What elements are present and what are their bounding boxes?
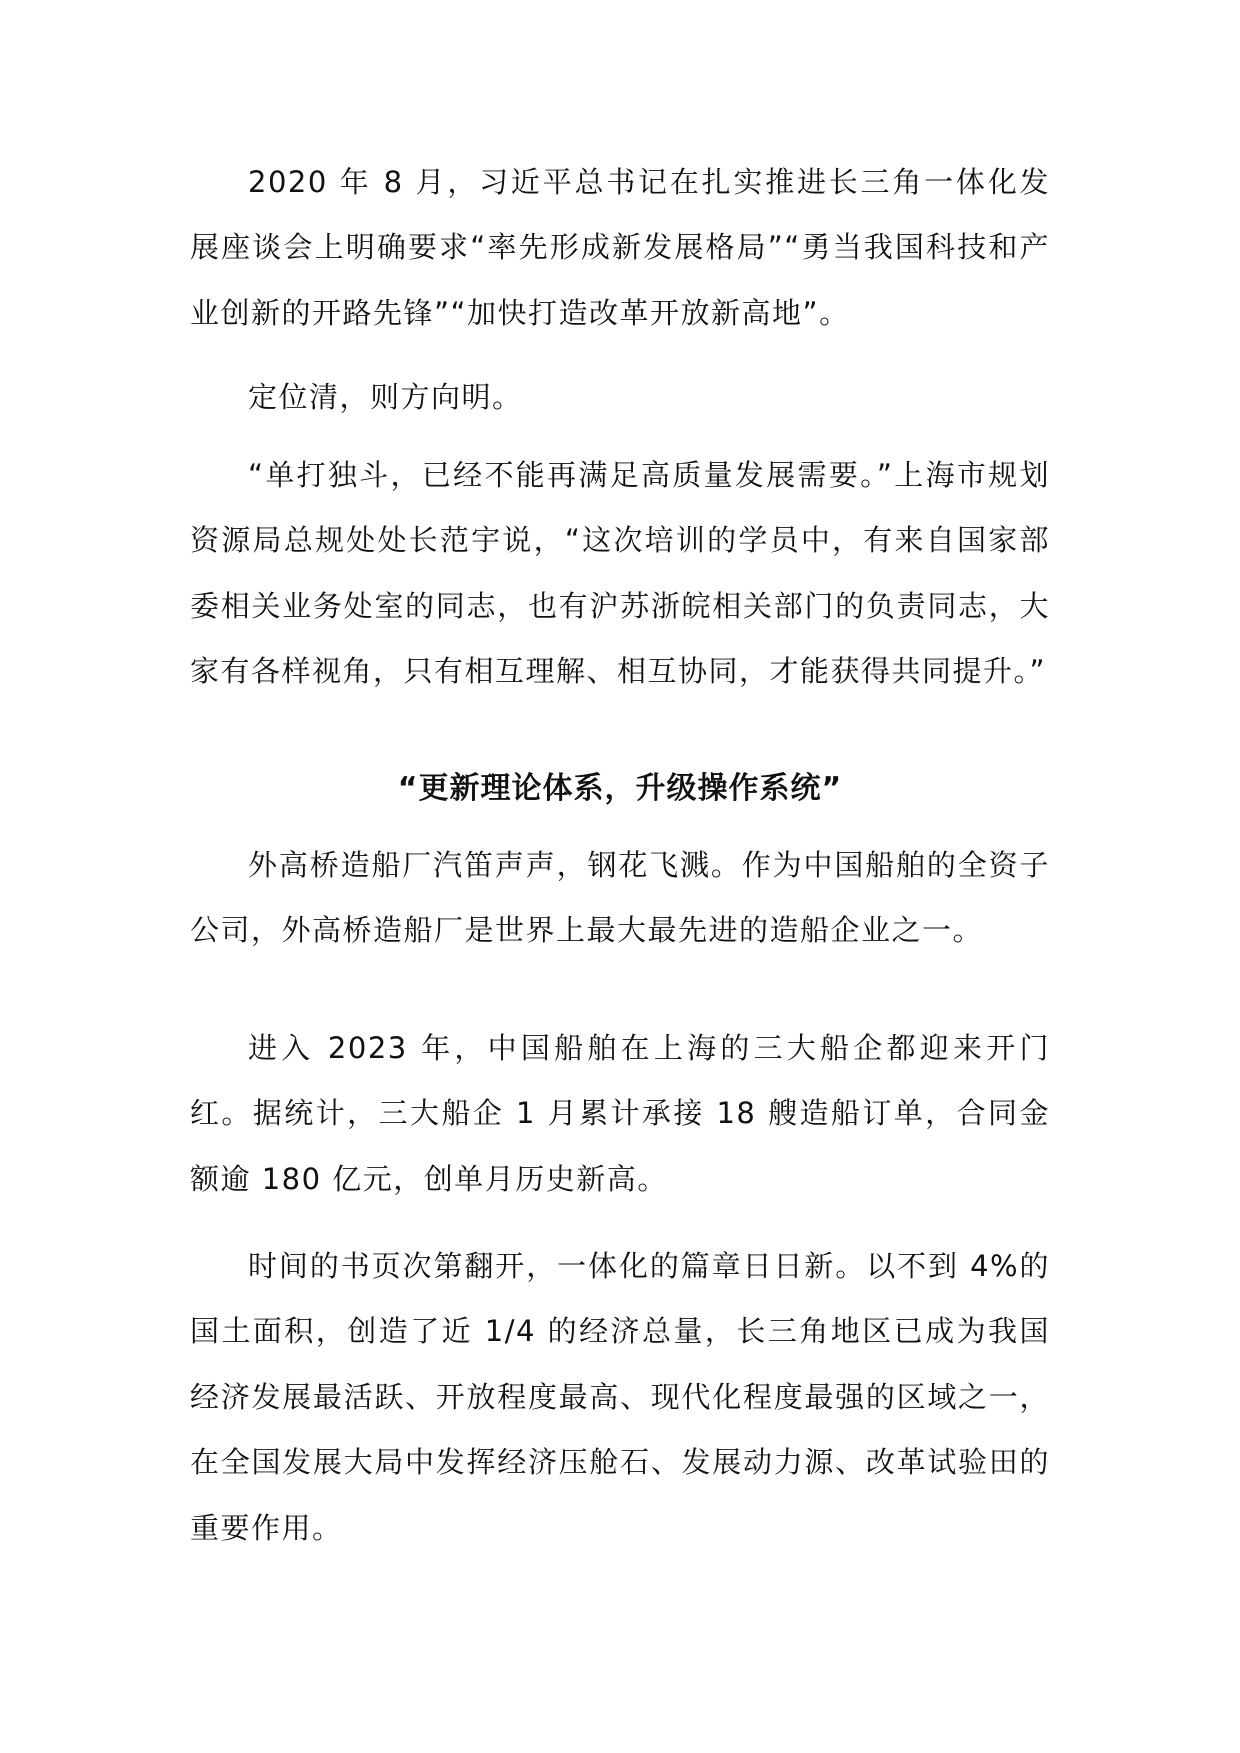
paragraph-5: 进入 2023 年，中国船舶在上海的三大船企都迎来开门红。据统计，三大船企 1 月累计承接 18 艘造船订单，合同金额逾 180 亿元，创单月历史新高。	[190, 1031, 1050, 1196]
paragraph-1: 2020 年 8 月，习近平总书记在扎实推进长三角一体化发展座谈会上明确要求“率先形成新发展格局”“勇当我国科技和产业创新的开路先锋”“加快打造改革开放新高地”。	[190, 165, 1050, 330]
paragraph-6: 时间的书页次第翻开，一体化的篇章日日新。以不到 4%的国土面积，创造了近 1/4 的经济总量，长三角地区已成为我国经济发展最活跃、开放程度最高、现代化程度最强的区域之一，在全国发展大局中发挥经济压舱石、发展动力源、改革试验田的重要作用。	[190, 1249, 1050, 1545]
paragraph-3: “单打独斗，已经不能再满足高质量发展需要。”上海市规划资源局总规处处长范宇说，“这次培训的学员中，有来自国家部委相关业务处室的同志，也有沪苏浙皖相关部门的负责同志，大家有各样视角，只有相互理解、相互协同，才能获得共同提升。”	[190, 458, 1050, 689]
paragraph-2: 定位清，则方向明。	[248, 380, 523, 414]
paragraph-4: 外高桥造船厂汽笛声声，钢花飞溅。作为中国船舶的全资子公司，外高桥造船厂是世界上最大最先进的造船企业之一。	[190, 848, 1050, 948]
section-heading: “更新理论体系，升级操作系统”	[397, 771, 843, 806]
